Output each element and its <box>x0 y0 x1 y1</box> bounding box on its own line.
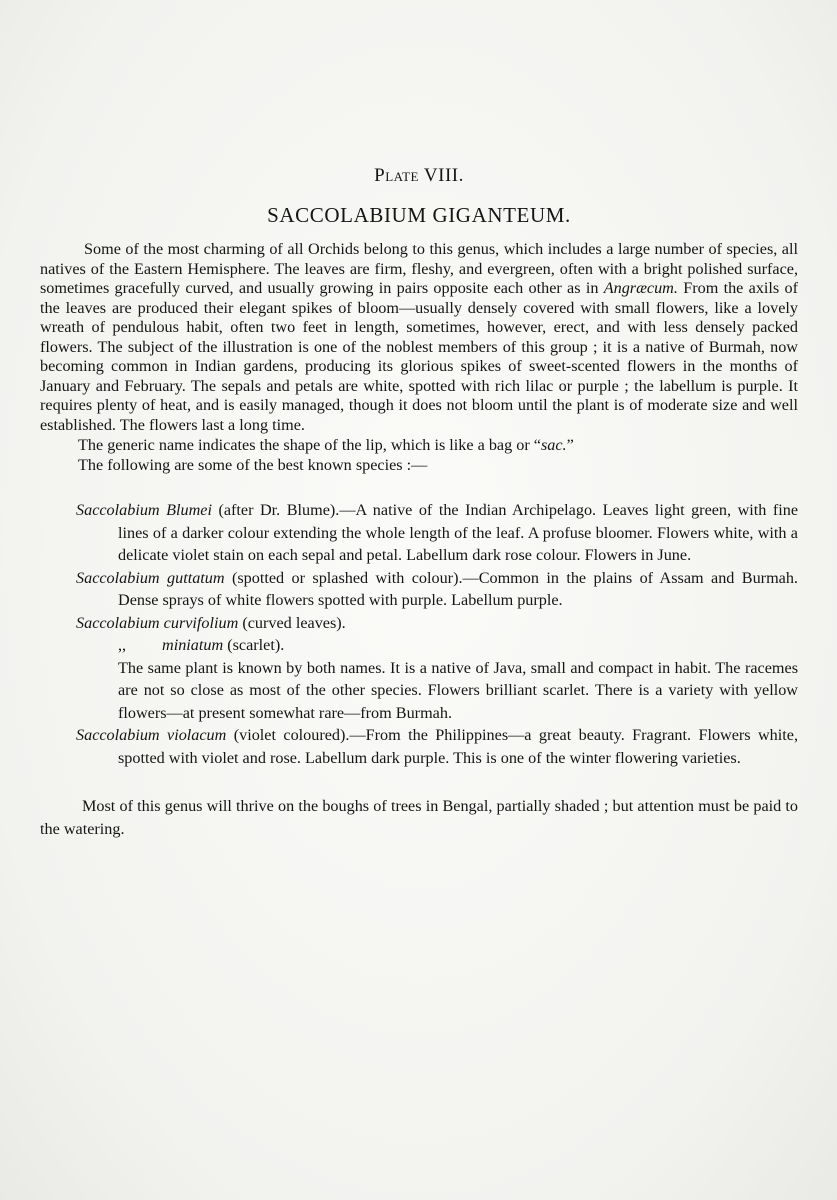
generic-name-text: The generic name indicates the shape of the lip, which is like a bag or “ <box>78 436 541 454</box>
intro-paragraph <box>40 240 798 435</box>
species-intro-line: The following are some of the best known species :— <box>78 456 428 474</box>
closing-paragraph: Most of this genus will thrive on the boughs of trees in Bengal, partially shaded ; but attention must be paid to the watering. <box>40 797 798 838</box>
species-entry <box>40 724 798 769</box>
species-description: (violet coloured).—From the Philippines—a great beauty. Fragrant. Flowers white, spotted with violet and rose. Labellum dark purple. This is one of the winter flowering varieties. <box>118 726 798 767</box>
intro-genus-italic: Angræcum. <box>603 279 678 297</box>
plate-number: VIII. <box>423 165 464 186</box>
species-entry <box>40 499 798 567</box>
species-name: Saccolabium Blumei <box>76 501 212 519</box>
generic-name-italic: sac. <box>540 436 567 454</box>
intro-text-part1: Some of the most charming of all Orchids belong to this genus, which includes a large number of species, all natives of the Eastern Hemisphere. The leaves are firm, fleshy, and evergreen, often with a bright polished surface, sometimes gracefully curved, and usually growing in pairs opposite each other as in <box>40 240 798 297</box>
intro-text-part2: From the axils of the leaves are produced their elegant spikes of bloom—usually densely covered with small flowers, like a lovely wreath of pendulous habit, often two feet in length, sometimes, however, erect, and with less densely packed flowers. The subject of the illustration is one of the noblest members of this group ; it is a native of Burmah, now becoming common in Indian gardens, producing its glorious spikes of sweet-scented flowers in the months of January and February. The sepals and petals are white, spotted with rich lilac or purple ; the labellum is purple. It requires plenty of heat, and is easily managed, though it does not bloom until the plant is of moderate size and well established. The flowers last a long time. <box>40 279 799 434</box>
species-name: Saccolabium violacum <box>76 726 227 744</box>
species-name: Saccolabium guttatum <box>76 568 225 587</box>
plate-heading <box>40 165 798 187</box>
synonym-meaning: (scarlet). <box>223 636 285 654</box>
species-entry <box>40 567 798 612</box>
species-name: Saccolabium curvifolium <box>76 613 239 632</box>
page-content <box>40 165 798 840</box>
synonym-description: The same plant is known by both names. It is a native of Java, small and compact in habit. The racemes are not so close as most of the other species. Flowers brilliant scarlet. There is a variety with yellow flowers—at present somewhat rare—from Burmah. <box>118 658 798 722</box>
species-list <box>40 499 798 769</box>
ditto-mark: ,, <box>118 636 127 654</box>
species-description: (after Dr. Blume).—A native of the Indian Archipelago. Leaves light green, with fine lines of a darker colour extending the whole length of the leaf. A profuse bloomer. Flowers white, with a delicate violet stain on each sepal and petal. Labellum dark rose colour. Flowers in June. <box>118 501 799 564</box>
page-title: SACCOLABIUM GIGANTEUM. <box>267 203 571 227</box>
generic-name-paragraph <box>78 435 798 455</box>
generic-name-quote-end: ” <box>566 436 574 454</box>
species-entry <box>40 612 798 635</box>
species-description: (curved leaves). <box>238 613 346 632</box>
plate-label: Plate <box>374 165 419 186</box>
synonym-name: miniatum <box>162 636 224 654</box>
species-synonym-entry <box>118 634 798 657</box>
species-description: (spotted or splashed with colour).—Common in the plains of Assam and Burmah. Dense sprays of white flowers spotted with purple. Labellum purple. <box>118 568 798 609</box>
